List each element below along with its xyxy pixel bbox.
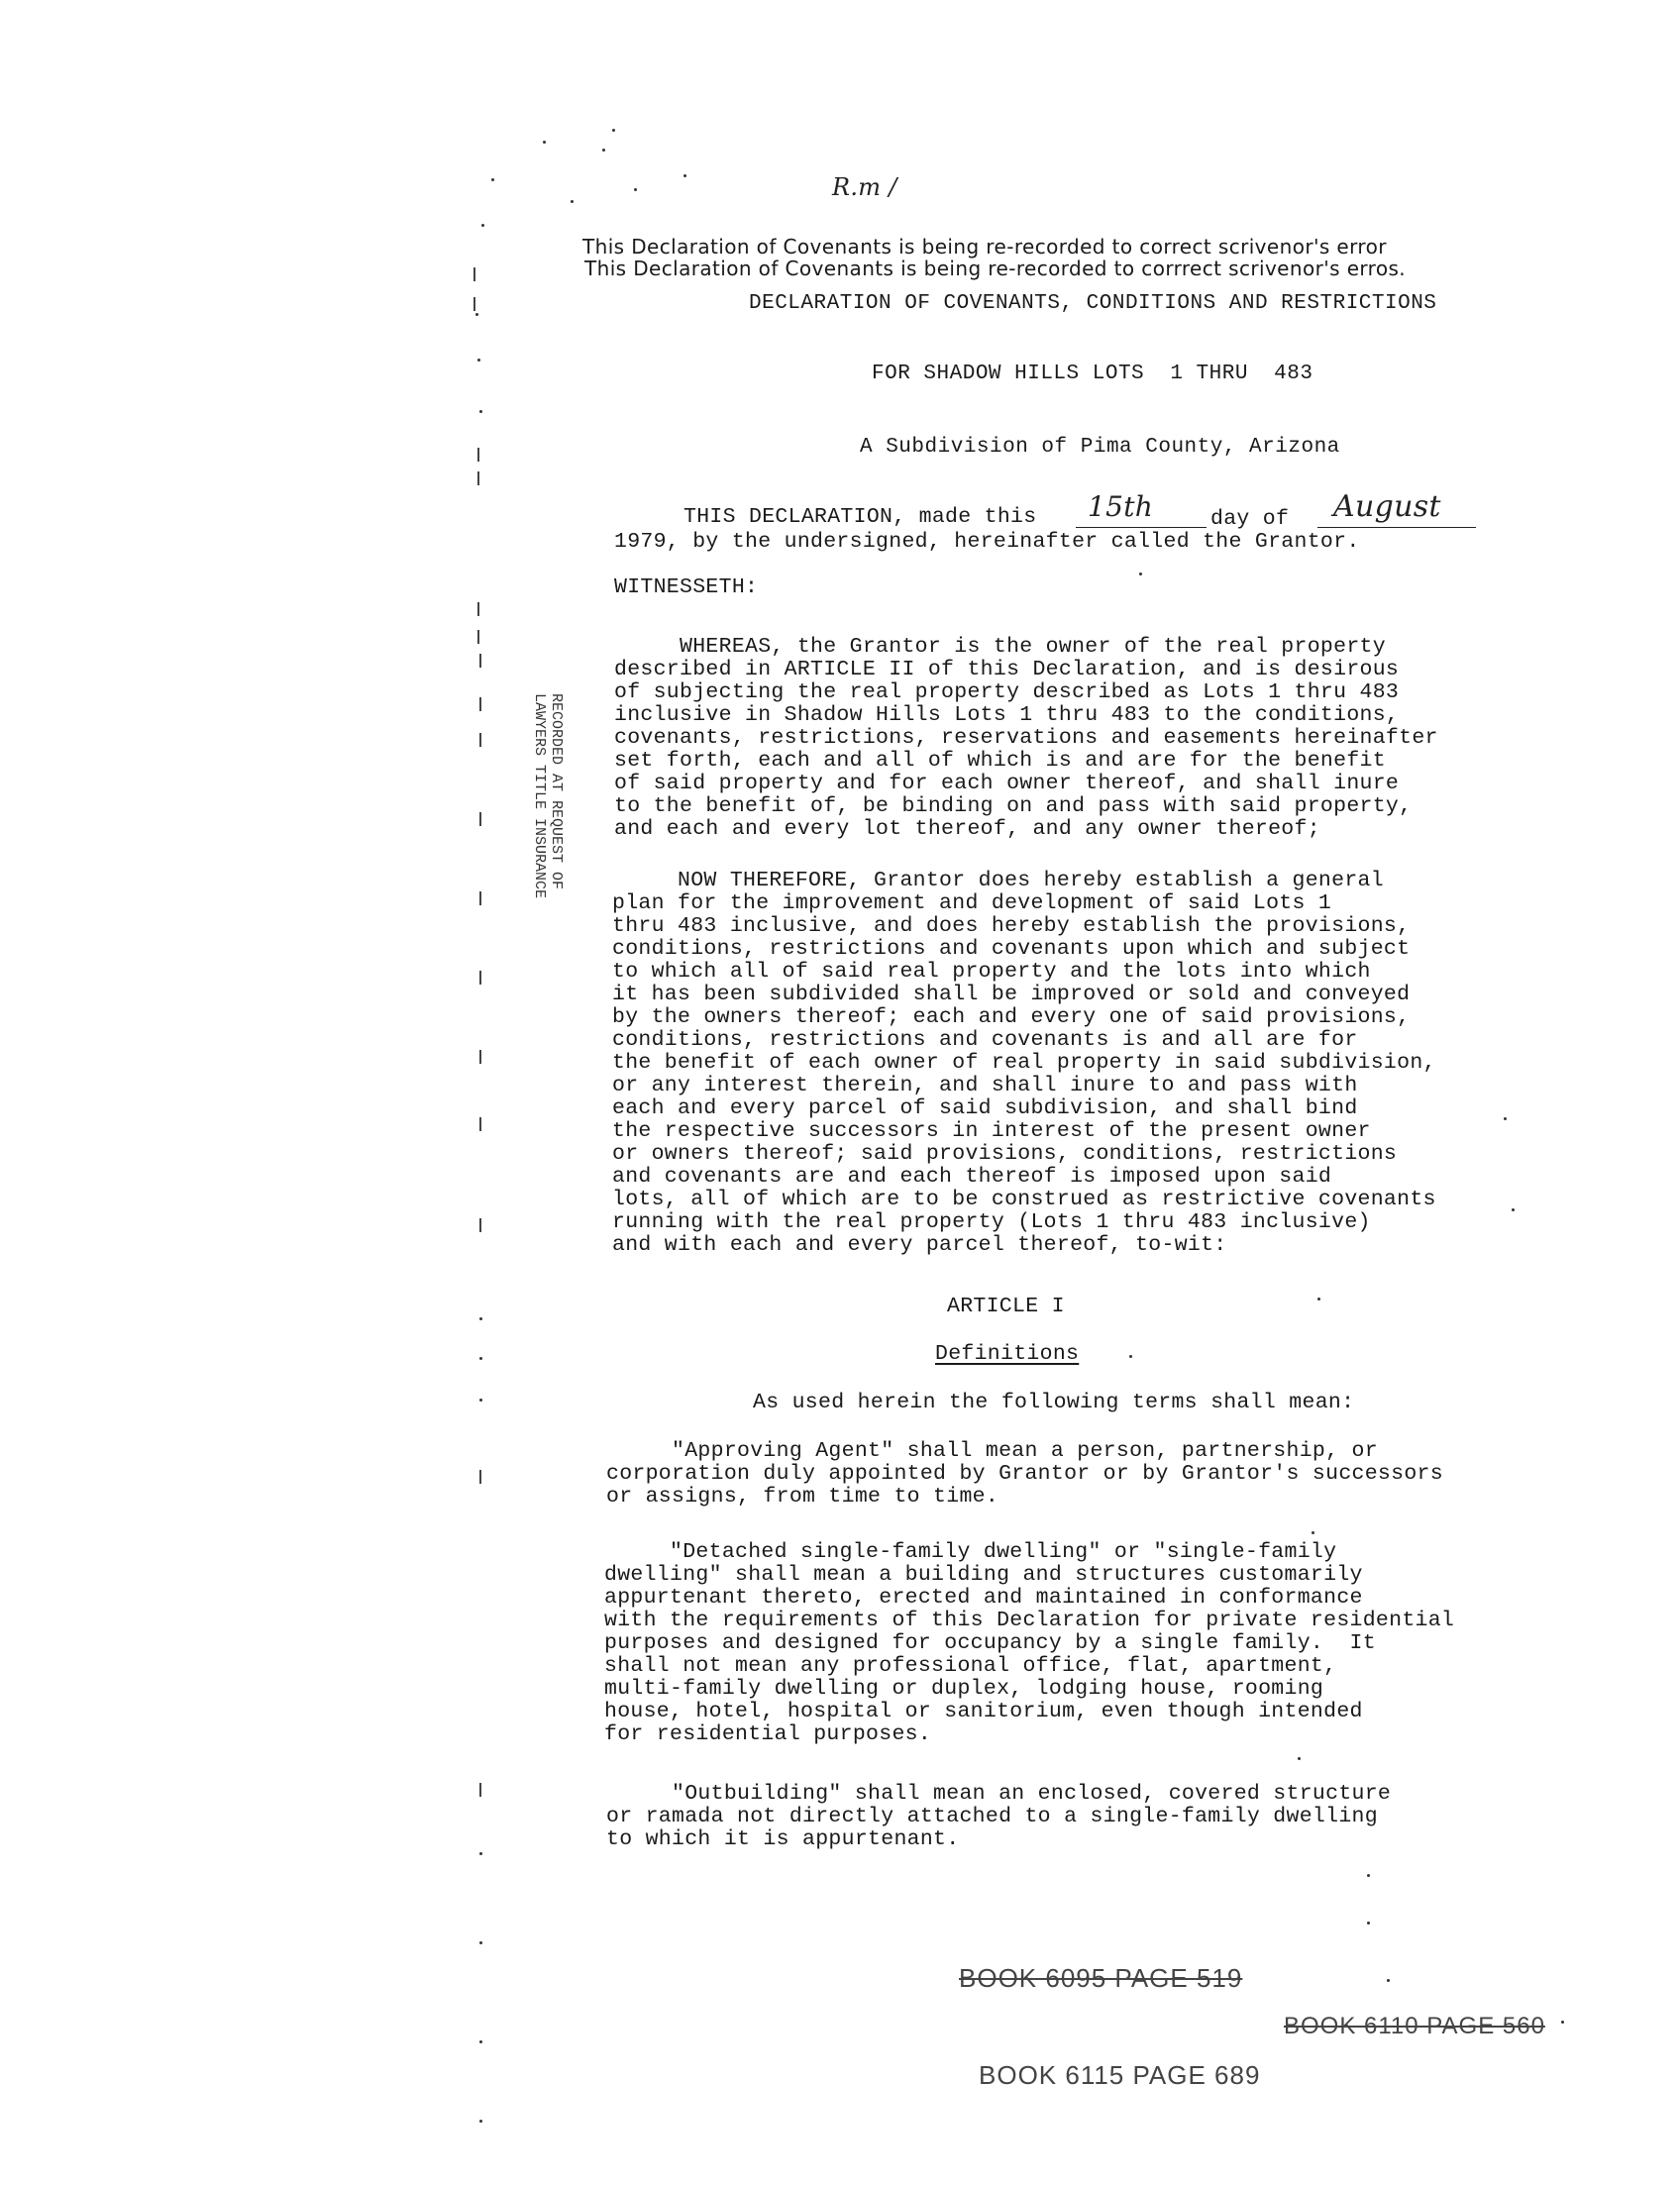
now-therefore-line: and covenants are and each thereof is imposed upon said xyxy=(612,1165,1332,1189)
article-subheading: Definitions xyxy=(935,1342,1080,1366)
whereas-line: set forth, each and all of which is and are for the benefit xyxy=(614,749,1386,773)
now-therefore-line: conditions, restrictions and covenants upon which and subject xyxy=(612,937,1411,961)
whereas-line: described in ARTICLE II of this Declaration, and is desirous xyxy=(614,658,1400,681)
definitions-intro: As used herein the following terms shall mean: xyxy=(753,1391,1355,1414)
now-therefore-line: the respective successors in interest of the present owner xyxy=(612,1119,1371,1143)
scan-mark xyxy=(473,267,475,281)
scan-speck xyxy=(475,313,478,316)
whereas-line: WHEREAS, the Grantor is the owner of the real property xyxy=(614,635,1386,659)
scan-speck xyxy=(1367,1874,1370,1877)
now-therefore-line: or owners thereof; said provisions, conditions, restrictions xyxy=(612,1142,1398,1166)
book-page-stamp-2: BOOK 6110 PAGE 560 xyxy=(1284,2013,1545,2039)
rerecord-note-2: This Declaration of Covenants is being re-recorded to corrrect scrivenor's erros. xyxy=(584,257,1407,280)
signature-line xyxy=(1076,527,1207,528)
scan-mark xyxy=(479,1783,481,1797)
scan-speck xyxy=(479,2040,482,2043)
handwritten-day: 15th xyxy=(1088,490,1154,523)
scan-speck xyxy=(479,410,482,413)
now-therefore-line: plan for the improvement and development of said Lots 1 xyxy=(612,891,1332,915)
scan-speck xyxy=(491,178,494,181)
now-therefore-line: running with the real property (Lots 1 thru 483 inclusive) xyxy=(612,1210,1371,1234)
scan-mark xyxy=(479,971,481,985)
scan-speck xyxy=(634,188,637,191)
definition-line: "Approving Agent" shall mean a person, partnership, or xyxy=(606,1439,1378,1463)
now-therefore-line: the benefit of each owner of real property in said subdivision, xyxy=(612,1051,1436,1075)
definition-line: purposes and designed for occupancy by a single family. It xyxy=(604,1631,1376,1655)
side-stamp-line-1: RECORDED AT REQUEST OF xyxy=(548,693,565,890)
definition-line: with the requirements of this Declaration for private residential xyxy=(604,1609,1455,1632)
scan-speck xyxy=(1561,2021,1564,2024)
definition-line: house, hotel, hospital or sanitorium, even though intended xyxy=(604,1700,1363,1723)
scan-speck xyxy=(1317,1298,1320,1301)
definition-line: "Detached single-family dwelling" or "single-family xyxy=(604,1540,1337,1564)
definition-line: shall not mean any professional office, flat, apartment, xyxy=(604,1654,1337,1678)
scan-speck xyxy=(1129,1355,1132,1358)
scan-speck xyxy=(602,149,605,152)
now-therefore-line: to which all of said real property and the lots into which xyxy=(612,960,1371,984)
scan-mark xyxy=(479,812,481,826)
scan-mark xyxy=(479,1470,481,1484)
scan-speck xyxy=(571,200,574,203)
scan-speck xyxy=(543,141,546,144)
scan-mark xyxy=(479,1218,481,1232)
scan-speck xyxy=(1512,1208,1515,1211)
scan-speck xyxy=(479,1357,482,1360)
intro-line-1a: THIS DECLARATION, made this xyxy=(683,505,1037,529)
scan-mark xyxy=(479,1050,481,1064)
scan-mark xyxy=(479,697,481,711)
definition-line: corporation duly appointed by Grantor or by Grantor's successors xyxy=(606,1462,1443,1486)
scan-mark xyxy=(477,602,479,616)
scan-speck xyxy=(1312,1531,1314,1534)
article-heading: ARTICLE I xyxy=(947,1295,1065,1318)
definition-line: appurtenant thereto, erected and maintained in conformance xyxy=(604,1586,1363,1610)
scan-mark xyxy=(479,654,481,668)
scan-speck xyxy=(479,1941,482,1944)
whereas-line: of said property and for each owner thereof, and shall inure xyxy=(614,772,1400,795)
subdivision-line: A Subdivision of Pima County, Arizona xyxy=(860,436,1340,459)
scan-speck xyxy=(1139,573,1142,575)
whereas-line: covenants, restrictions, reservations and easements hereinafter xyxy=(614,726,1438,750)
whereas-line: and each and every lot thereof, and any owner thereof; xyxy=(614,817,1320,841)
scan-speck xyxy=(1367,1922,1370,1925)
scan-mark xyxy=(477,448,479,462)
definition-line: dwelling" shall mean a building and structures customarily xyxy=(604,1563,1363,1587)
scan-speck xyxy=(479,1317,482,1320)
book-page-stamp-1: BOOK 6095 PAGE 519 xyxy=(959,1963,1243,1993)
scan-speck xyxy=(479,1852,482,1855)
scan-mark xyxy=(477,471,479,485)
whereas-line: inclusive in Shadow Hills Lots 1 thru 483 to the conditions, xyxy=(614,703,1400,727)
now-therefore-line: or any interest therein, and shall inure to and pass with xyxy=(612,1074,1358,1097)
scan-mark xyxy=(479,891,481,905)
scan-mark xyxy=(479,1117,481,1131)
scan-speck xyxy=(1298,1757,1301,1760)
now-therefore-line: by the owners thereof; each and every one of said provisions, xyxy=(612,1005,1411,1029)
scan-mark xyxy=(477,630,479,644)
scan-speck xyxy=(479,1399,482,1402)
now-therefore-line: NOW THEREFORE, Grantor does hereby establish a general xyxy=(612,869,1384,892)
scan-speck xyxy=(612,129,615,132)
now-therefore-line: lots, all of which are to be construed as restrictive covenants xyxy=(612,1188,1436,1211)
now-therefore-line: each and every parcel of said subdivision, and shall bind xyxy=(612,1096,1358,1120)
definition-line: multi-family dwelling or duplex, lodging house, rooming xyxy=(604,1677,1324,1701)
definition-line: to which it is appurtenant. xyxy=(606,1827,960,1851)
witnesseth-heading: WITNESSETH: xyxy=(614,575,759,599)
book-page-stamp-3: BOOK 6115 PAGE 689 xyxy=(979,2060,1261,2090)
now-therefore-line: conditions, restrictions and covenants is and all are for xyxy=(612,1028,1358,1052)
signature-line xyxy=(1317,527,1476,528)
definition-line: "Outbuilding" shall mean an enclosed, covered structure xyxy=(606,1782,1392,1806)
definition-line: or ramada not directly attached to a single-family dwelling xyxy=(606,1805,1378,1828)
side-recording-stamp xyxy=(525,693,565,951)
definition-line: or assigns, from time to time. xyxy=(606,1485,999,1509)
document-subtitle: FOR SHADOW HILLS LOTS 1 THRU 483 xyxy=(872,363,1313,385)
handwritten-month: August xyxy=(1333,489,1441,524)
intro-line-2: 1979, by the undersigned, hereinafter called the Grantor. xyxy=(614,530,1360,554)
rerecord-note-1: This Declaration of Covenants is being re-recorded to correct scrivenor's error xyxy=(582,235,1387,259)
scan-speck xyxy=(1387,1979,1390,1982)
document-title: DECLARATION OF COVENANTS, CONDITIONS AND RESTRICTIONS xyxy=(749,292,1437,315)
scan-mark xyxy=(479,733,481,747)
now-therefore-line: and with each and every parcel thereof, to-wit: xyxy=(612,1233,1227,1257)
scan-speck xyxy=(1504,1117,1507,1120)
definition-line: for residential purposes. xyxy=(604,1722,932,1746)
handwritten-initials: R.m / xyxy=(832,173,897,201)
side-stamp-line-2: LAWYERS TITLE INSURANCE xyxy=(531,693,548,899)
whereas-line: of subjecting the real property described as Lots 1 thru 483 xyxy=(614,680,1400,704)
scan-speck xyxy=(481,224,484,227)
intro-line-1b: day of xyxy=(1210,507,1290,531)
scan-speck xyxy=(477,359,480,362)
whereas-line: to the benefit of, be binding on and pass with said property, xyxy=(614,794,1413,818)
scan-speck xyxy=(683,174,686,177)
now-therefore-line: thru 483 inclusive, and does hereby establish the provisions, xyxy=(612,914,1411,938)
scan-speck xyxy=(479,2120,482,2123)
now-therefore-line: it has been subdivided shall be improved or sold and conveyed xyxy=(612,983,1411,1006)
scan-mark xyxy=(473,297,475,311)
